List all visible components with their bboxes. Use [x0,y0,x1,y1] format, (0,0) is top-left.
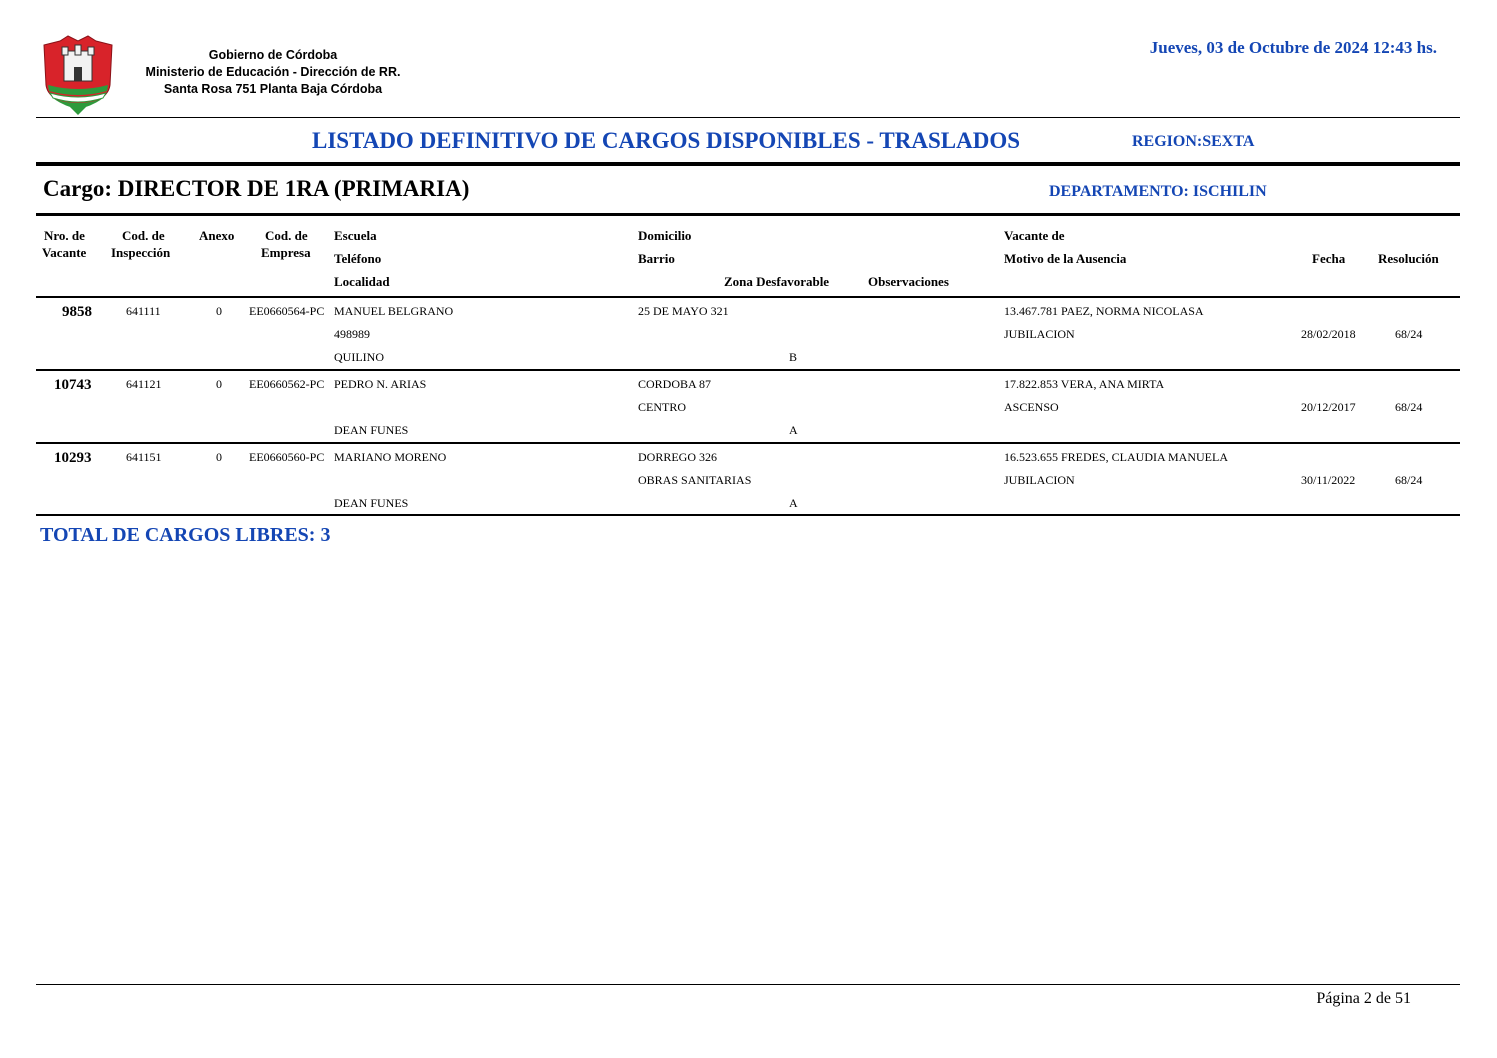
row-localidad: DEAN FUNES [334,496,409,510]
row-inspeccion: 641111 [126,304,161,318]
row-vacante: 17.822.853 VERA, ANA MIRTA [1004,377,1165,391]
row-divider [36,369,1460,371]
row-inspeccion: 641121 [126,377,162,391]
footer-divider [36,984,1460,985]
page-number: Página 2 de 51 [1316,990,1411,1007]
col-emp-1: Cod. de [265,228,308,243]
row-domicilio: DORREGO 326 [638,450,718,464]
col-resolucion: Resolución [1378,251,1439,266]
col-emp-2: Empresa [261,245,311,260]
row-escuela: PEDRO N. ARIAS [334,377,427,391]
col-localidad: Localidad [334,274,390,289]
row-fecha: 28/02/2018 [1301,327,1356,341]
cargo-value: DIRECTOR DE 1RA (PRIMARIA) [117,176,470,201]
col-domicilio: Domicilio [638,228,692,243]
col-barrio: Barrio [638,251,675,266]
row-nro: 10293 [54,450,92,466]
col-vacante: Vacante de [1004,228,1065,243]
row-domicilio: 25 DE MAYO 321 [638,304,729,318]
row-resolucion: 68/24 [1395,327,1423,341]
departamento-label: DEPARTAMENTO: ISCHILIN [1049,183,1267,200]
region-label: REGION:SEXTA [1132,133,1255,150]
row-zona: B [789,350,798,364]
row-inspeccion: 641151 [126,450,162,464]
row-localidad: DEAN FUNES [334,423,409,437]
report-title: LISTADO DEFINITIVO DE CARGOS DISPONIBLES - TRASLADOS [312,128,1021,153]
row-barrio: CENTRO [638,400,686,414]
col-escuela: Escuela [334,228,377,243]
row-anexo: 0 [216,377,222,391]
coat-of-arms-icon [40,35,116,115]
col-telefono: Teléfono [334,251,382,266]
row-domicilio: CORDOBA 87 [638,377,712,391]
total-value: 3 [320,524,331,546]
col-motivo: Motivo de la Ausencia [1004,251,1127,266]
row-escuela: MARIANO MORENO [334,450,447,464]
row-resolucion: 68/24 [1395,473,1423,487]
row-motivo: JUBILACION [1004,327,1075,341]
row-vacante: 13.467.781 PAEZ, NORMA NICOLASA [1004,304,1204,318]
report-datetime: Jueves, 03 de Octubre de 2024 12:43 hs. [1149,38,1437,57]
row-resolucion: 68/24 [1395,400,1423,414]
col-insp-2: Inspección [111,245,171,260]
total-cargos [40,524,330,547]
col-zona: Zona Desfavorable [724,274,830,289]
row-divider [36,442,1460,444]
row-nro: 9858 [62,304,92,320]
cargo-divider [36,213,1460,216]
col-anexo: Anexo [199,228,235,243]
row-anexo: 0 [216,304,222,318]
row-vacante: 16.523.655 FREDES, CLAUDIA MANUELA [1004,450,1229,464]
row-empresa: EE0660560-PC [249,450,325,464]
header-divider [36,117,1460,118]
row-anexo: 0 [216,450,222,464]
row-fecha: 20/12/2017 [1301,400,1356,414]
row-motivo: JUBILACION [1004,473,1075,487]
row-empresa: EE0660564-PC [249,304,325,318]
cargo-prefix: Cargo: [43,176,112,201]
total-label: TOTAL DE CARGOS LIBRES: [40,524,316,546]
header-bottom-divider [36,296,1460,298]
cargo-label [43,176,469,202]
col-nro-1: Nro. de [44,228,85,243]
title-divider [36,162,1460,166]
row-zona: A [789,496,798,510]
row-localidad: QUILINO [334,350,384,364]
table-bottom-divider [36,514,1460,516]
org-address: Santa Rosa 751 Planta Baja Córdoba [163,82,383,96]
row-escuela: MANUEL BELGRANO [334,304,454,318]
col-nro-2: Vacante [42,245,87,260]
row-motivo: ASCENSO [1004,400,1059,414]
org-ministry: Ministerio de Educación - Dirección de RR. [145,65,401,79]
row-telefono: 498989 [334,327,370,341]
col-insp-1: Cod. de [122,228,165,243]
col-observaciones: Observaciones [868,274,949,289]
org-name: Gobierno de Córdoba [208,48,338,62]
row-nro: 10743 [54,377,92,393]
row-zona: A [789,423,798,437]
col-fecha: Fecha [1312,251,1346,266]
row-barrio: OBRAS SANITARIAS [638,473,752,487]
row-empresa: EE0660562-PC [249,377,325,391]
row-fecha: 30/11/2022 [1301,473,1356,487]
